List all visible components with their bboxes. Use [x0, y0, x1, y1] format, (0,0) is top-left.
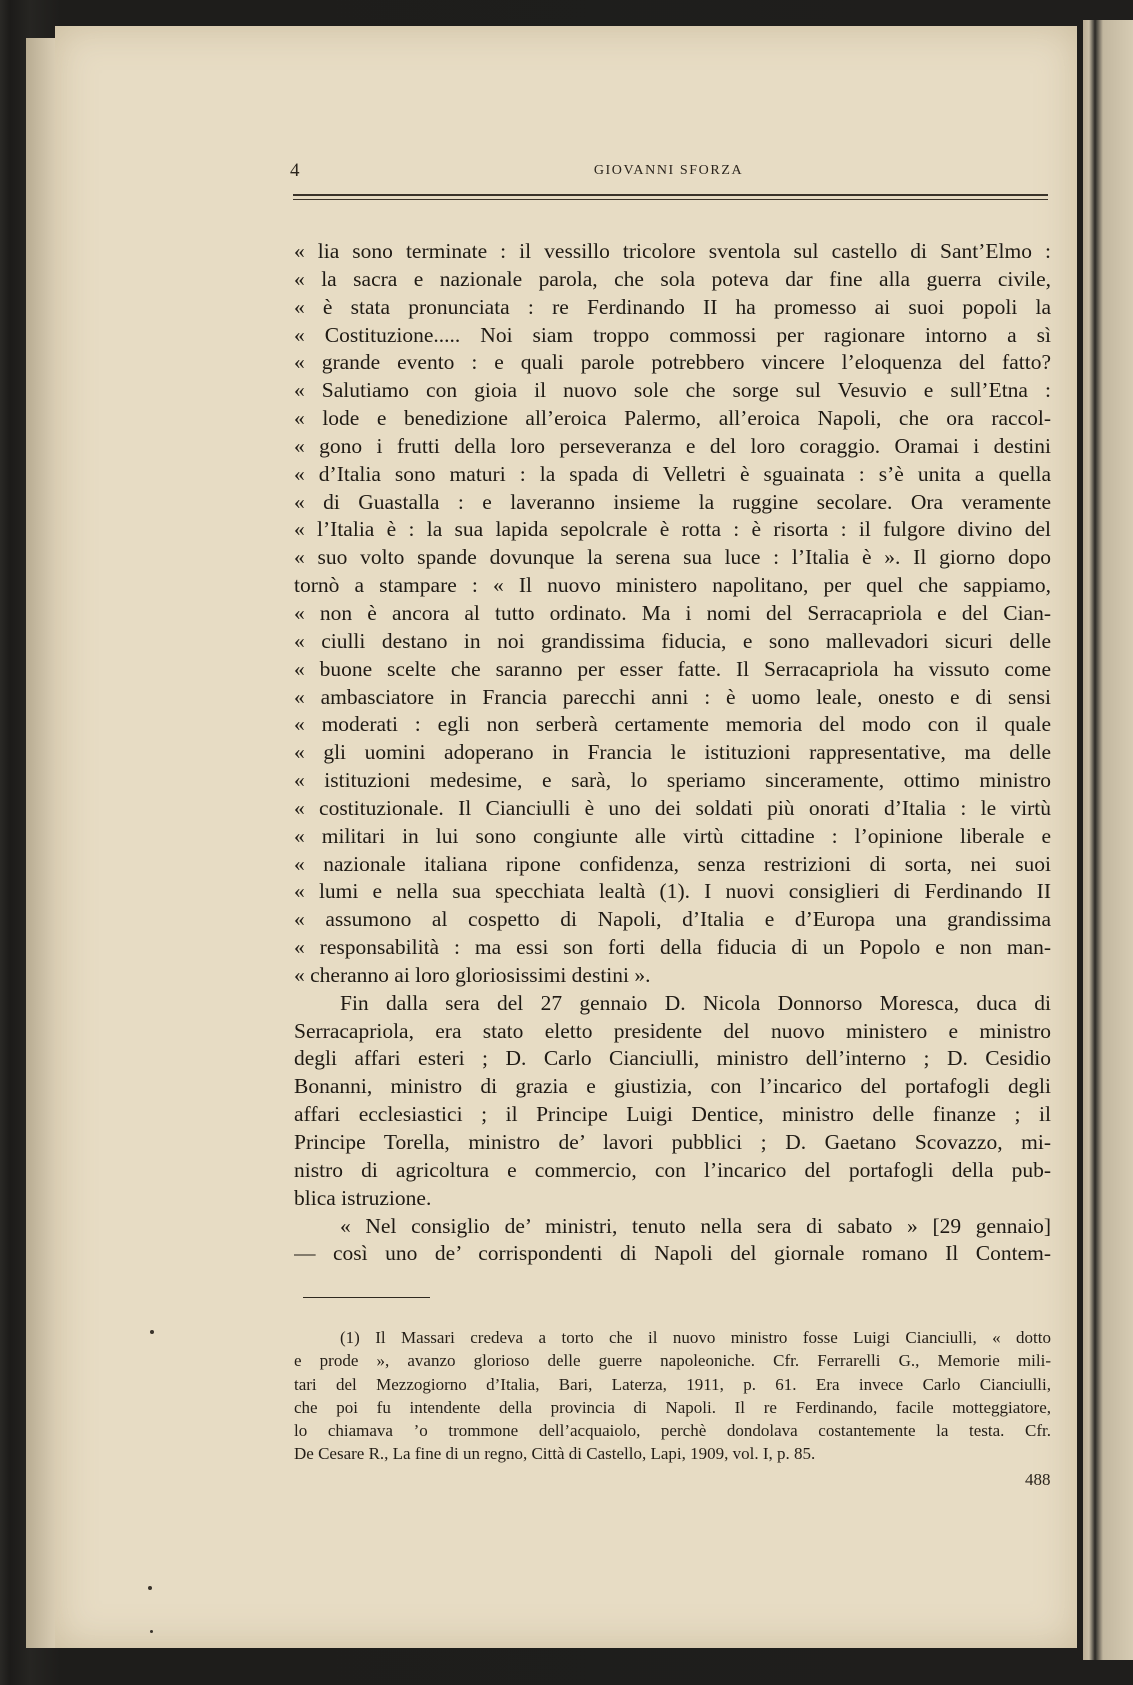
- text-line: nistro di agricoltura e commercio, con l’incarico del portafogli della pub-: [294, 1157, 1051, 1182]
- text-line: « l’Italia è : la sua lapida sepolcrale è rotta : è risorta : il fulgore divino del: [294, 517, 1051, 542]
- footnotes: [294, 1326, 1051, 1466]
- text-line: blica istruzione.: [294, 1185, 432, 1210]
- text-line: « costituzionale. Il Cianciulli è uno dei soldati più onorati d’Italia : le virtù: [294, 795, 1051, 820]
- text-line: « suo volto spande dovunque la serena sua luce : l’Italia è ». Il giorno dopo: [294, 545, 1051, 570]
- footnote-rule: [303, 1297, 430, 1298]
- text-line: « militari in lui sono congiunte alle virtù cittadine : l’opinione liberale e: [294, 823, 1051, 848]
- header-rule-thin: [293, 199, 1048, 200]
- page-number: 4: [290, 160, 300, 181]
- footnote-line: tari del Mezzogiorno d’Italia, Bari, Laterza, 1911, p. 61. Era invece Carlo Cianciulli,: [294, 1374, 1051, 1394]
- text-line: « lumi e nella sua specchiata lealtà (1). I nuovi consiglieri di Ferdinando II: [294, 879, 1051, 904]
- text-line: affari ecclesiastici ; il Principe Luigi Dentice, ministro delle finanze ; il: [294, 1102, 1051, 1127]
- text-line: Bonanni, ministro di grazia e giustizia, con l’incarico del portafogli degli: [294, 1074, 1051, 1099]
- page-header: [290, 160, 1047, 182]
- text-line: « moderati : egli non serberà certamente memoria del modo con il quale: [294, 712, 1051, 737]
- footnote-line: che poi fu intendente della provincia di Napoli. Il re Ferdinando, facile motteggiatore,: [294, 1397, 1051, 1417]
- text-line: « di Guastalla : e laveranno insieme la ruggine secolare. Ora veramente: [294, 489, 1051, 514]
- text-line: « lode e benedizione all’eroica Palermo, all’eroica Napoli, che ora raccol-: [294, 406, 1051, 431]
- body-text: [294, 238, 1051, 1268]
- running-head: GIOVANNI SFORZA: [593, 163, 744, 178]
- text-line: « gono i frutti della loro perseveranza e del loro coraggio. Oramai i destini: [294, 433, 1051, 458]
- text-line: Principe Torella, ministro de’ lavori pubblici ; D. Gaetano Scovazzo, mi-: [294, 1130, 1051, 1154]
- text-line: tornò a stampare : « Il nuovo ministero napolitano, per quel che sappiamo,: [294, 573, 1051, 598]
- text-line: « nazionale italiana ripone confidenza, senza restrizioni di sorta, nei suoi: [294, 851, 1051, 876]
- sheet-number: 488: [1025, 1470, 1051, 1489]
- text-line: « è stata pronunciata : re Ferdinando II ha promesso ai suoi popoli la: [294, 294, 1051, 319]
- text-line: Serracapriola, era stato eletto presidente del nuovo ministero e ministro: [294, 1018, 1051, 1043]
- text-line: « buone scelte che saranno per esser fatte. Il Serracapriola ha vissuto come: [294, 656, 1051, 681]
- text-line: « la sacra e nazionale parola, che sola poteva dar fine alla guerra civile,: [294, 266, 1051, 291]
- next-page-edge: [1083, 20, 1133, 1660]
- text-line: « lia sono terminate : il vessillo tricolore sventola sul castello di Sant’Elmo :: [294, 239, 1051, 263]
- text-line: « assumono al cospetto di Napoli, d’Italia e d’Europa una grandissima: [294, 907, 1051, 932]
- paper-speck: [148, 1586, 152, 1590]
- text-line: « grande evento : e quali parole potrebbero vincere l’eloquenza del fatto?: [294, 350, 1051, 375]
- footnote-line: e prode », avanzo glorioso delle guerre napoleoniche. Cfr. Ferrarelli G., Memorie mili-: [294, 1351, 1051, 1371]
- text-line: Fin dalla sera del 27 gennaio D. Nicola Donnorso Moresca, duca di: [340, 990, 1051, 1015]
- text-line: « Salutiamo con gioia il nuovo sole che sorge sul Vesuvio e sull’Etna :: [294, 378, 1051, 403]
- paper-speck: [150, 1330, 154, 1334]
- text-line: « d’Italia sono maturi : la spada di Velletri è sguainata : s’è unita a quella: [294, 461, 1051, 486]
- text-line: « ambasciatore in Francia parecchi anni : è uomo leale, onesto e di sensi: [294, 684, 1051, 709]
- text-line: « istituzioni medesime, e sarà, lo speriamo sinceramente, ottimo ministro: [294, 768, 1051, 793]
- header-rule-thick: [293, 194, 1048, 196]
- text-line: — così uno de’ corrispondenti di Napoli del giornale romano Il Contem-: [294, 1241, 1051, 1266]
- footnote-line: De Cesare R., La fine di un regno, Città di Castello, Lapi, 1909, vol. I, p. 85.: [294, 1444, 816, 1464]
- text-line: « ciulli destano in noi grandissima fiducia, e sono mallevadori sicuri delle: [294, 628, 1051, 653]
- text-line: « Costituzione..... Noi siam troppo commossi per ragionare intorno a sì: [294, 322, 1051, 347]
- text-line: degli affari esteri ; D. Carlo Cianciulli, ministro dell’interno ; D. Cesidio: [294, 1046, 1051, 1071]
- footnote-line: (1) Il Massari credeva a torto che il nuovo ministro fosse Luigi Cianciulli, « dotto: [340, 1328, 1051, 1347]
- text-line: « non è ancora al tutto ordinato. Ma i nomi del Serracapriola e del Cian-: [294, 600, 1051, 625]
- text-line: « gli uomini adoperano in Francia le istituzioni rappresentative, ma delle: [294, 740, 1051, 765]
- footnote-line: lo chiamava ’o trommone dell’acquaiolo, perchè dondolava costantemente la testa. Cfr.: [294, 1421, 1051, 1441]
- text-line: « responsabilità : ma essi son forti della fiducia di un Popolo e non man-: [294, 935, 1051, 960]
- text-line: « Nel consiglio de’ ministri, tenuto nella sera di sabato » [29 gennaio]: [340, 1213, 1051, 1238]
- text-line: « cheranno ai loro gloriosissimi destini ».: [294, 962, 651, 987]
- page-fold: [26, 38, 56, 1648]
- paper-speck: [150, 1630, 153, 1633]
